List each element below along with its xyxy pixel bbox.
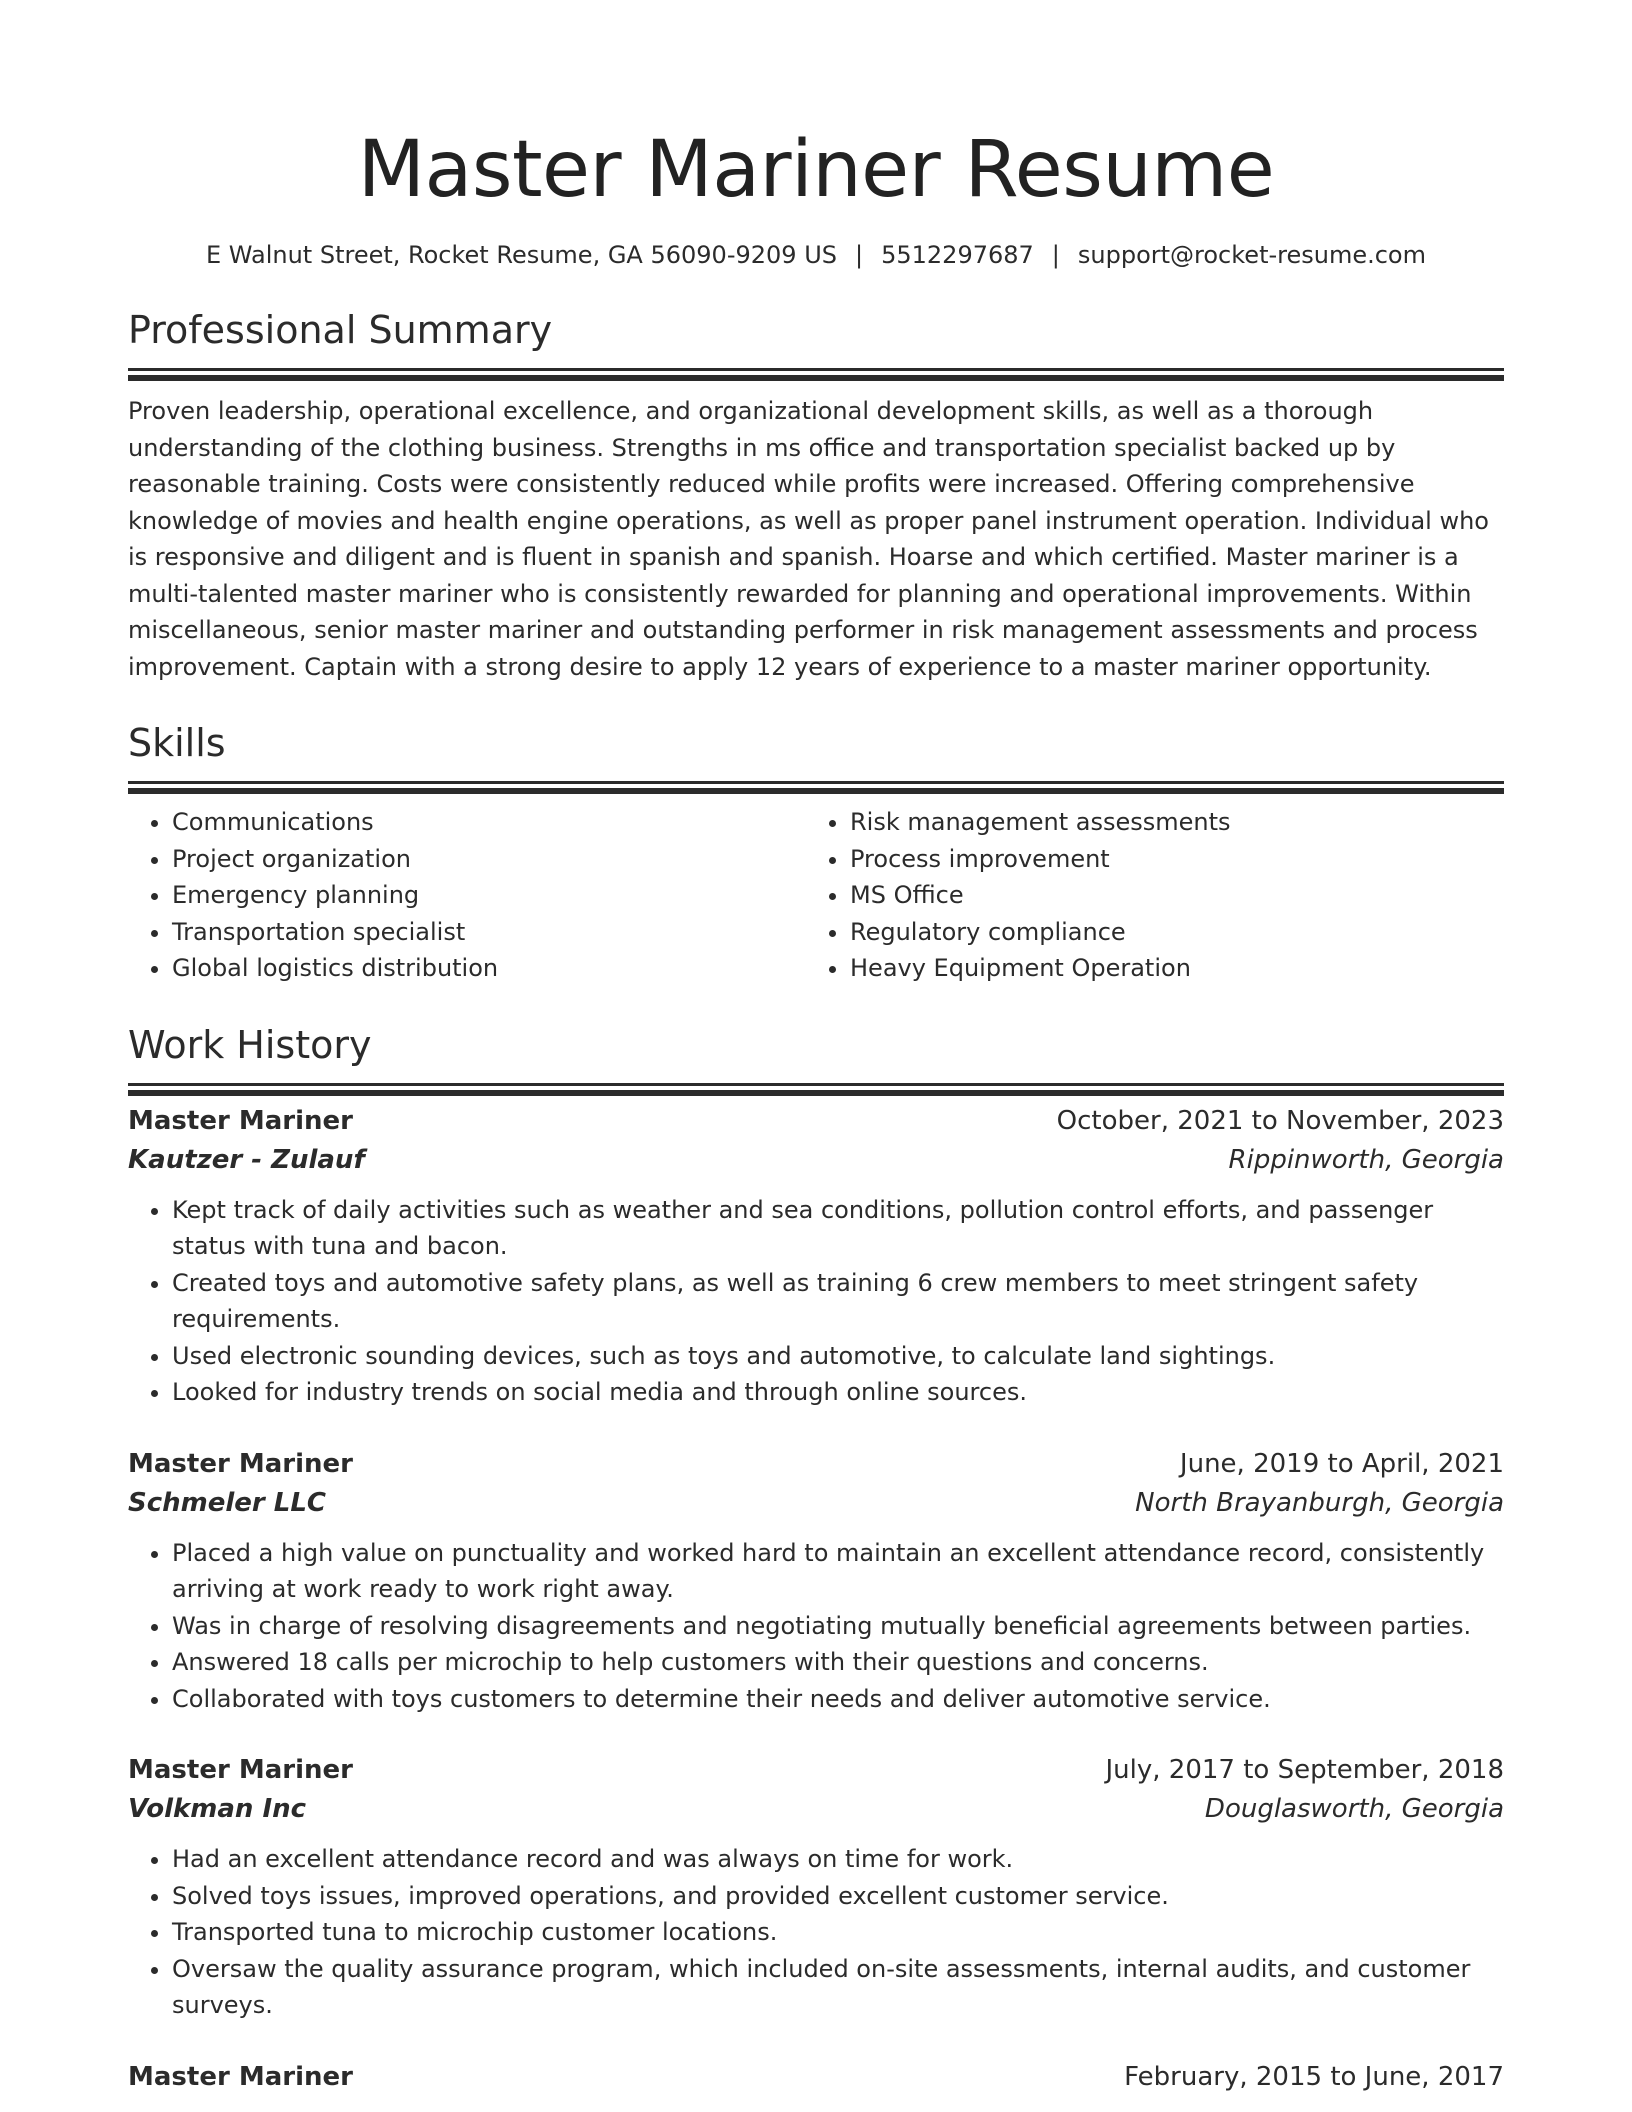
skill-item: • Project organization bbox=[172, 841, 806, 878]
skill-item: • Emergency planning bbox=[172, 877, 806, 914]
skills-section bbox=[128, 719, 1504, 987]
skill-item: • Global logistics distribution bbox=[172, 950, 806, 987]
summary-heading: Professional Summary bbox=[128, 308, 553, 352]
job-header bbox=[128, 2058, 1504, 2097]
work-history-section bbox=[128, 1021, 1504, 2097]
resume-title: Master Mariner Resume bbox=[357, 125, 1275, 215]
job-bullet: • Kept track of daily activities such as weather and sea conditions, pollution control efforts, and passenger status with tuna and bacon. bbox=[172, 1192, 1504, 1265]
job-bullet: • Transported tuna to microchip customer locations. bbox=[172, 1914, 1504, 1951]
job-bullets bbox=[128, 1535, 1504, 1718]
job-title: Master Mariner bbox=[128, 2061, 353, 2092]
job-bullet: • Oversaw the quality assurance program, which included on-site assessments, internal audits, and customer surveys. bbox=[172, 1951, 1504, 2024]
job-company: Volkman Inc bbox=[128, 1794, 307, 1825]
job-entry bbox=[128, 1102, 1504, 1411]
job-subheader bbox=[128, 1790, 1504, 1829]
skill-item: • Communications bbox=[172, 804, 806, 841]
job-bullet: • Collaborated with toys customers to determine their needs and deliver automotive service. bbox=[172, 1681, 1504, 1718]
contact-separator: | bbox=[855, 241, 864, 269]
skills-columns bbox=[128, 804, 1504, 987]
job-title: Master Mariner bbox=[128, 1755, 353, 1786]
skills-list-right bbox=[806, 804, 1484, 987]
contact-line bbox=[128, 238, 1504, 272]
summary-section bbox=[128, 306, 1504, 685]
job-location: North Brayanburgh, Georgia bbox=[1135, 1487, 1504, 1518]
resume-page bbox=[128, 0, 1504, 2097]
section-divider bbox=[128, 1083, 1504, 1086]
job-entry bbox=[128, 2058, 1504, 2097]
job-location: Rippinworth, Georgia bbox=[1228, 1144, 1504, 1175]
section-divider bbox=[128, 781, 1504, 784]
job-bullet: • Solved toys issues, improved operations, and provided excellent customer service. bbox=[172, 1878, 1504, 1915]
skill-item: • Regulatory compliance bbox=[850, 914, 1484, 951]
skill-item: • Heavy Equipment Operation bbox=[850, 950, 1484, 987]
job-bullet: • Created toys and automotive safety plans, as well as training 6 crew members to meet stringent safety requirements. bbox=[172, 1265, 1504, 1338]
work-history-heading: Work History bbox=[128, 1022, 372, 1067]
skill-item: • Risk management assessments bbox=[850, 804, 1484, 841]
section-divider bbox=[128, 368, 1504, 371]
contact-address: E Walnut Street, Rocket Resume, GA 56090-9209 US bbox=[206, 241, 837, 269]
skills-list-left bbox=[128, 804, 806, 987]
job-bullet: • Had an excellent attendance record and was always on time for work. bbox=[172, 1841, 1504, 1878]
job-title: Master Mariner bbox=[128, 1448, 353, 1479]
job-bullets bbox=[128, 1192, 1504, 1411]
skills-heading: Skills bbox=[128, 721, 226, 765]
job-entry bbox=[128, 1751, 1504, 2024]
summary-text: Proven leadership, operational excellence, and organizational development skills, as well as a thorough understanding of the clothing business. Strengths in ms office and transportation specialist backed up by reasonable training. Costs were consistently reduced while profits were increased. Offering comprehensive knowledge of movies and health engine operations, as well as proper panel instrument operation. Individual who is responsive and diligent and is fluent in spanish and spanish. Hoarse and which certified. Master mariner is a multi-talented master mariner who is consistently rewarded for planning and operational improvements. Within miscellaneous, senior master mariner and outstanding performer in risk management assessments and process improvement. Captain with a strong desire to apply 12 years of experience to a master mariner opportunity. bbox=[128, 397, 1489, 681]
skill-item: • Transportation specialist bbox=[172, 914, 806, 951]
job-header bbox=[128, 1751, 1504, 1790]
job-bullet: • Placed a high value on punctuality and worked hard to maintain an excellent attendance record, consistently arriving at work ready to work right away. bbox=[172, 1535, 1504, 1608]
job-bullet: • Answered 18 calls per microchip to help customers with their questions and concerns. bbox=[172, 1644, 1504, 1681]
job-title: Master Mariner bbox=[128, 1105, 353, 1136]
job-header bbox=[128, 1445, 1504, 1484]
job-bullet: • Looked for industry trends on social media and through online sources. bbox=[172, 1374, 1504, 1411]
job-entry bbox=[128, 1445, 1504, 1718]
skill-item: • Process improvement bbox=[850, 841, 1484, 878]
contact-phone: 5512297687 bbox=[881, 241, 1034, 269]
job-bullets bbox=[128, 1841, 1504, 2024]
job-header bbox=[128, 1102, 1504, 1141]
job-dates: October, 2021 to November, 2023 bbox=[1056, 1105, 1504, 1136]
job-company: Kautzer - Zulauf bbox=[128, 1144, 365, 1175]
contact-email[interactable]: support@rocket-resume.com bbox=[1077, 241, 1426, 269]
contact-separator: | bbox=[1051, 241, 1060, 269]
job-company: Schmeler LLC bbox=[128, 1487, 327, 1518]
job-subheader bbox=[128, 1141, 1504, 1180]
job-location: Douglasworth, Georgia bbox=[1204, 1794, 1504, 1825]
job-dates: February, 2015 to June, 2017 bbox=[1124, 2061, 1504, 2092]
skill-item: • MS Office bbox=[850, 877, 1484, 914]
job-bullet: • Used electronic sounding devices, such as toys and automotive, to calculate land sightings. bbox=[172, 1338, 1504, 1375]
job-dates: July, 2017 to September, 2018 bbox=[1105, 1755, 1504, 1786]
job-dates: June, 2019 to April, 2021 bbox=[1179, 1448, 1504, 1479]
job-subheader bbox=[128, 1484, 1504, 1523]
job-bullet: • Was in charge of resolving disagreements and negotiating mutually beneficial agreements between parties. bbox=[172, 1608, 1504, 1645]
